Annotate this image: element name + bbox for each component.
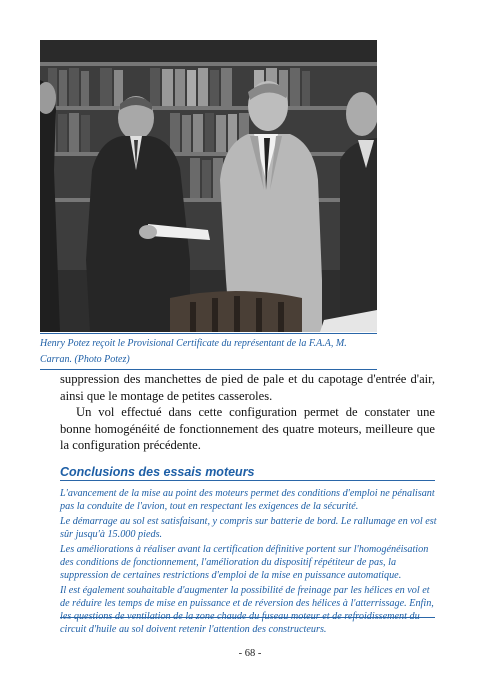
section-title: Conclusions des essais moteurs — [60, 465, 255, 479]
section-title-rule — [60, 480, 435, 481]
conclusions-list — [60, 487, 438, 638]
section-bottom-rule — [60, 617, 435, 618]
body-paragraph: suppression des manchettes de pied de pale et du capotage d'entrée d'air, ainsi que le montage de petites casseroles. — [60, 372, 435, 403]
photograph — [40, 40, 377, 332]
page-number: - 68 - — [238, 648, 262, 659]
photo-caption: Henry Potez reçoit le Provisional Certificate du représentant de la F.A.A, M. Carran. (Photo Potez) — [40, 338, 347, 365]
conclusion-item: L'avancement de la mise au point des moteurs permet des conditions d'emploi ne pénalisant pas la conduite de l'avion, tout en respectant les exigences de la sécurité. — [60, 488, 435, 512]
body-text — [60, 371, 435, 454]
conclusion-item: Il est également souhaitable d'augmenter la possibilité de freinage par les hélices en vol et de réduire les temps de mise en puissance et de réversion des hélices à l'atterrissage. Enfin, les questions de ventilation de la zone chaude du fuseau moteur et de refroidissement du circuit d'huile au sol doivent retenir l'attention des constructeurs. — [60, 585, 434, 635]
conclusion-item: Le démarrage au sol est satisfaisant, y compris sur batterie de bord. Le rallumage en vol est sûr jusqu'à 15.000 pieds. — [60, 516, 437, 540]
caption-top-rule — [40, 333, 377, 334]
caption-bottom-rule — [40, 369, 377, 370]
conclusion-item: Les améliorations à réaliser avant la certification définitive portent sur l'homogénéisation des conditions de fonctionnement, l'amélioration du dispositif répétiteur de pas, la suppression de certaines restrictions d'emploi de la mise en puissance automatique. — [60, 544, 429, 581]
body-paragraph: Un vol effectué dans cette configuration permet de constater une bonne homogénéité de fonctionnement des quatre moteurs, meilleure que la configuration précédente. — [60, 405, 435, 452]
photo-illustration — [40, 40, 377, 332]
